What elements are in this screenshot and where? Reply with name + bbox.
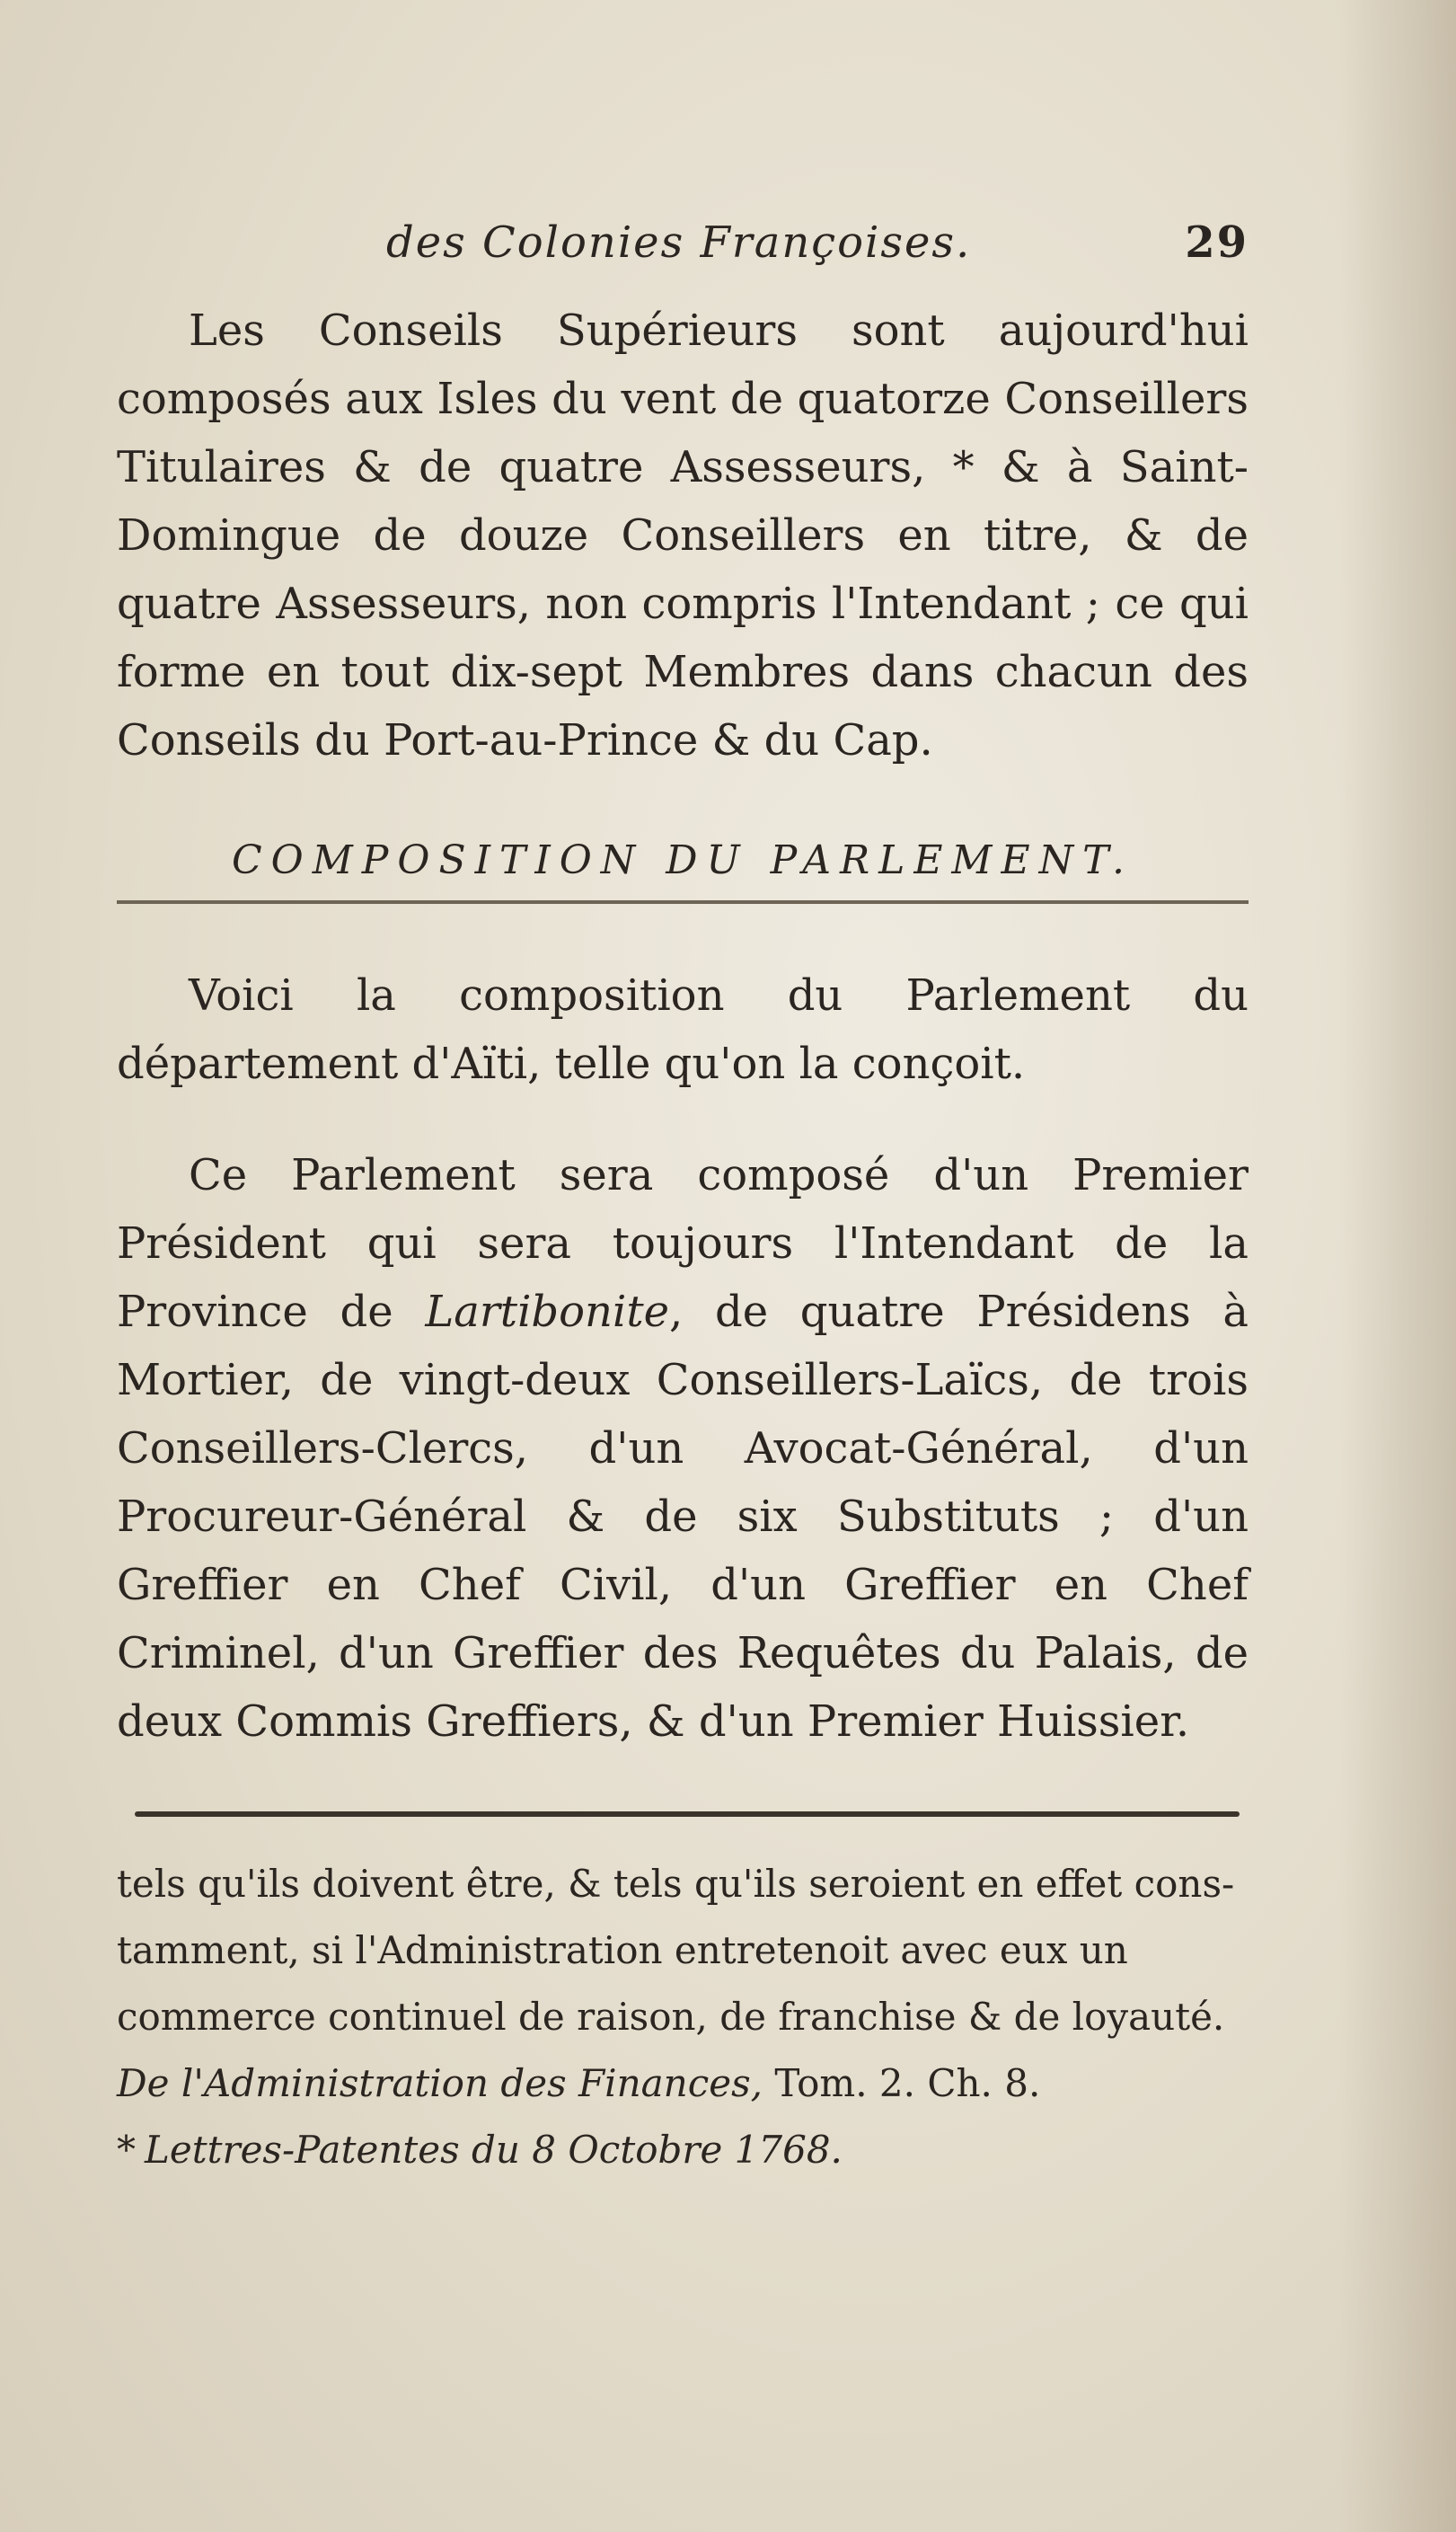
page-edge-shadow	[1339, 0, 1456, 2532]
footnote	[117, 2117, 1249, 2183]
source-reference: Tom. 2. Ch. 8.	[763, 2061, 1041, 2105]
note-line-3: commerce continuel de raison, de franchise & de loyauté.	[117, 1995, 1225, 2039]
paragraph-text-end: , de quatre Présidens à Mortier, de vingt-deux Conseillers-Laïcs, de trois Conseillers-Clercs, d'un Avocat-Général, d'un Procureur-Général & de six Substituts ; d'un Greffier en Chef Civil, d'un Greffier en Chef Criminel, d'un Greffier des Requêtes du Palais, de deux Commis Greffiers, & d'un Premier Huissier.	[117, 1287, 1249, 1747]
paragraph-text-start: Ce Parlement sera composé d'un Premier Président qui sera toujours l'Intendant de la Province de	[117, 1150, 1249, 1337]
running-header	[386, 217, 1249, 280]
note-line-2: tamment, si l'Administration entretenoit avec eux un	[117, 1928, 1128, 1972]
page-number: 29	[1185, 217, 1249, 268]
note-line-4	[117, 2050, 1249, 2117]
footnote-text: Lettres-Patentes du 8 Octobre 1768.	[145, 2128, 843, 2172]
running-title: des Colonies Françoises.	[386, 217, 972, 268]
paragraph-parlement-members	[117, 1141, 1249, 1756]
province-name: Lartibonite	[425, 1287, 670, 1337]
paragraph-composition-intro: Voici la composition du Parlement du département d'Aïti, telle qu'on la conçoit.	[117, 970, 1249, 1089]
section-heading: COMPOSITION DU PARLEMENT.	[117, 837, 1249, 904]
note-line-1: tels qu'ils doivent être, & tels qu'ils seroient en effet cons-	[117, 1862, 1235, 1906]
footnote-mark: *	[117, 2128, 136, 2172]
paragraph-conseils: Les Conseils Supérieurs sont aujourd'hui composés aux Isles du vent de quatorze Conseillers Titulaires & de quatre Assesseurs, * & à Saint-Domingue de douze Conseillers en titre, & de quatre Assesseurs, non compris l'Intendant ; ce qui forme en tout dix-sept Membres dans chacun des Conseils du Port-au-Prince & du Cap.	[117, 305, 1249, 766]
footnote-divider	[135, 1811, 1240, 1817]
source-title: De l'Administration des Finances,	[117, 2061, 763, 2105]
footnotes	[117, 1851, 1249, 2183]
